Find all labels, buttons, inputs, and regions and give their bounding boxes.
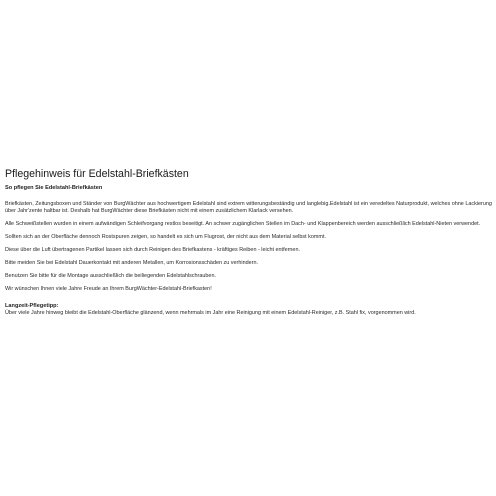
paragraph-closing: Wir wünschen Ihnen viele Jahre Freude an Ihrem BurgWächter-Edelstahl-Briefkasten! (5, 286, 212, 293)
paragraph-screws: Benutzen Sie bitte für die Montage ausschließlich die beiliegenden Edelstahlschrauben. (5, 273, 216, 280)
tip-text: Über viele Jahre hinweg bleibt die Edelstahl-Oberfläche glänzend, wenn mehrmals im Jahr eine Reinigung mit einem Edelstahl-Reiniger, z.B. Stahl fix, vorgenommen wird. (5, 310, 416, 317)
section-subtitle: So pflegen Sie Edelstahl-Briefkästen (5, 185, 103, 191)
paragraph-particles: Diese über die Luft übertragenen Partikel lassen sich durch Reinigen des Briefkastens - kräftiges Reiben - leicht entfernen. (5, 247, 300, 254)
paragraph-rust: Sollten sich an der Oberfläche dennoch Rostspuren zeigen, so handelt es sich um Flugrost, der nicht aus dem Material selbst kommt. (5, 234, 326, 241)
tip-heading: Langzeit-Pflegetipp: (5, 302, 59, 309)
paragraph-intro: Briefkästen, Zeitungsboxen und Ständer von BurgWächter aus hochwertigem Edelstahl sind extrem witterungsbeständig und langlebig.Edelstahl ist ein veredeltes Naturprodukt, welches ohne Lackierung über Jahr'zente haltbar ist. Deshalb hat BurgWächter diese Briefkästen nicht mit einem zusätzlichem Klarlack versehen. (5, 201, 492, 215)
paragraph-metals: Bitte meiden Sie bei Edelstahl Dauerkontakt mit anderen Metallen, um Korrosionsschäden zu verhindern. (5, 260, 258, 267)
page-title: Pflegehinweis für Edelstahl-Briefkästen (5, 168, 189, 180)
paragraph-welding: Alle Schweißstellen wurden in einem aufwändigen Schleifvorgang restlos beseitigt. An schwer zugänglichen Stellen im Dach- und Klappenbereich werden ausschließlich Edelstahl-Nieten verwendet. (5, 221, 481, 228)
